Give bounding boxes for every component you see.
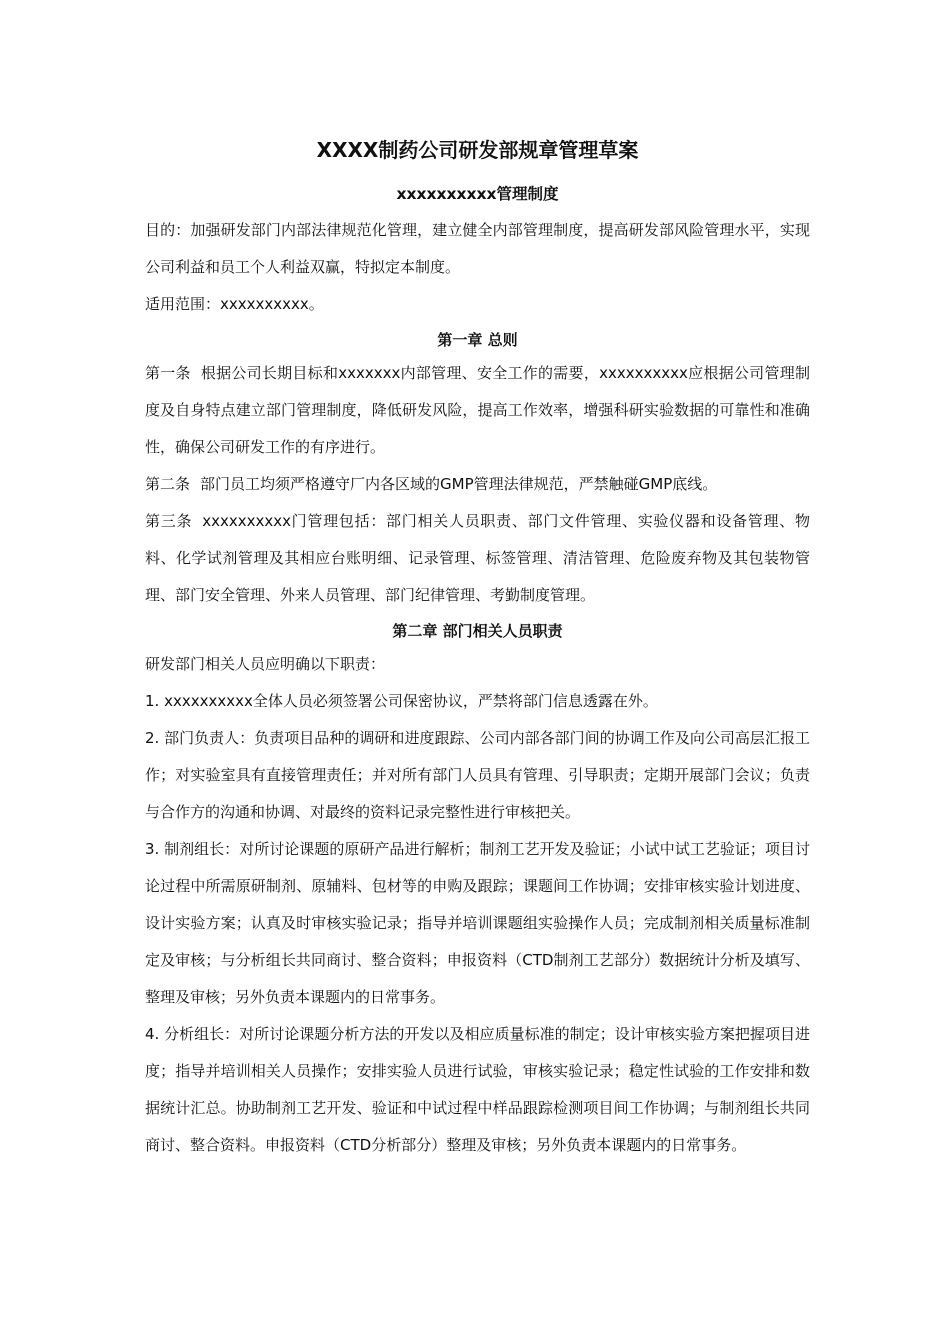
article-1-label: 第一条 bbox=[145, 364, 191, 382]
article-1 bbox=[145, 355, 810, 466]
document-title: XXXX制药公司研发部规章管理草案 bbox=[316, 138, 639, 162]
document-page bbox=[145, 130, 810, 1164]
duty-item-3: 3. 制剂组长：对所讨论课题的原研产品进行解析；制剂工艺开发及验证；小试中试工艺验证；项目讨论过程中所需原研制剂、原辅料、包材等的申购及跟踪；课题间工作协调；安排审核实验计划进度、设计实验方案；认真及时审核实验记录；指导并培训课题组实验操作人员；完成制剂相关质量标准制定及审核；与分析组长共同商讨、整合资料；申报资料（CTD制剂工艺部分）数据统计分析及填写、整理及审核；另外负责本课题内的日常事务。 bbox=[145, 840, 810, 1006]
article-1-text: 根据公司长期目标和xxxxxxx内部管理、安全工作的需要，xxxxxxxxxx应根据公司管理制度及自身特点建立部门管理制度，降低研发风险，提高工作效率，增强科研实验数据的可靠性和准确性，确保公司研发工作的有序进行。 bbox=[145, 364, 810, 456]
purpose-paragraph: 目的：加强研发部门内部法律规范化管理，建立健全内部管理制度，提高研发部风险管理水平，实现公司利益和员工个人利益双赢，特拟定本制度。 bbox=[145, 221, 810, 276]
chapter-2-heading: 第二章 部门相关人员职责 bbox=[392, 622, 563, 640]
document-subtitle: xxxxxxxxxx管理制度 bbox=[396, 185, 559, 203]
article-2 bbox=[145, 466, 810, 503]
duty-item-4: 4. 分析组长：对所讨论课题分析方法的开发以及相应质量标准的制定；设计审核实验方案把握项目进度；指导并培训相关人员操作；安排实验人员进行试验，审核实验记录；稳定性试验的工作安排和数据统计汇总。协助制剂工艺开发、验证和中试过程中样品跟踪检测项目间工作协调；与制剂组长共同商讨、整合资料。申报资料（CTD分析部分）整理及审核；另外负责本课题内的日常事务。 bbox=[145, 1025, 810, 1154]
article-3-label: 第三条 bbox=[145, 512, 193, 530]
duty-item-2: 2. 部门负责人：负责项目品种的调研和进度跟踪、公司内部各部门间的协调工作及向公司高层汇报工作；对实验室具有直接管理责任；并对所有部门人员具有管理、引导职责；定期开展部门会议；负责与合作方的沟通和协调、对最终的资料记录完整性进行审核把关。 bbox=[145, 729, 810, 821]
chapter-2-intro: 研发部门相关人员应明确以下职责： bbox=[145, 655, 386, 673]
scope-paragraph: 适用范围：xxxxxxxxxx。 bbox=[145, 295, 324, 313]
chapter-1-heading: 第一章 总则 bbox=[437, 331, 518, 349]
article-3 bbox=[145, 503, 810, 614]
article-2-label: 第二条 bbox=[145, 475, 191, 493]
article-3-text: xxxxxxxxxx门管理包括：部门相关人员职责、部门文件管理、实验仪器和设备管理、物料、化学试剂管理及其相应台账明细、记录管理、标签管理、清洁管理、危险废弃物及其包装物管理、部门安全管理、外来人员管理、部门纪律管理、考勤制度管理。 bbox=[145, 512, 810, 604]
article-2-text: 部门员工均须严格遵守厂内各区域的GMP管理法律规范，严禁触碰GMP底线。 bbox=[200, 475, 718, 493]
duty-item-1: 1. xxxxxxxxxx全体人员必须签署公司保密协议，严禁将部门信息透露在外。 bbox=[145, 692, 658, 710]
